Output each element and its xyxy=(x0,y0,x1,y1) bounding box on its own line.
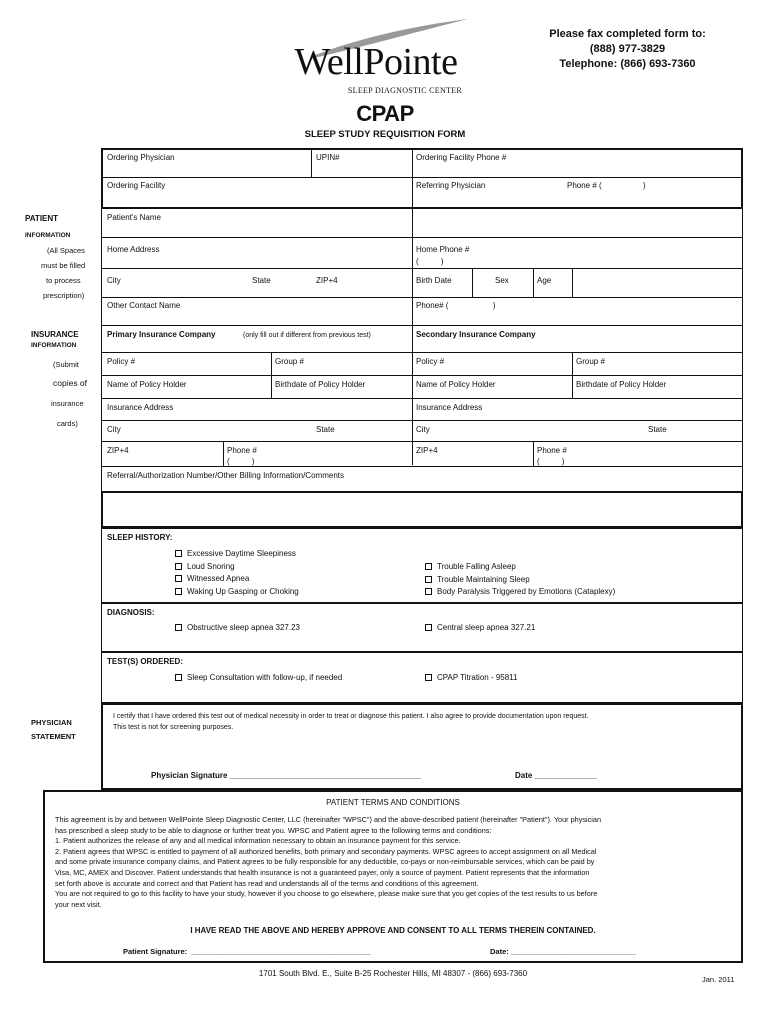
checkbox-icon[interactable] xyxy=(175,674,182,681)
physician-date-field[interactable]: Date ______________ xyxy=(515,771,597,780)
upin-field[interactable]: UPIN# xyxy=(316,153,340,162)
patient-side-note-4: prescription) xyxy=(43,291,85,300)
telephone-number: Telephone: (866) 693-7360 xyxy=(559,58,696,70)
secondary-insurance-city-field[interactable]: City xyxy=(416,425,430,434)
option-label: Waking Up Gasping or Choking xyxy=(187,586,299,596)
secondary-group-field[interactable]: Group # xyxy=(576,357,605,366)
patient-signature-field[interactable]: Patient Signature: ___________________________________________ xyxy=(123,947,371,956)
patient-side-note-1: (All Spaces xyxy=(47,246,85,255)
age-field[interactable]: Age xyxy=(537,276,552,285)
checkbox-loud-snoring[interactable] xyxy=(175,561,299,574)
insurance-side-note-1: (Submit xyxy=(53,360,79,369)
patient-side-note-3: to process xyxy=(46,276,81,285)
patient-side-note-2: must be filled xyxy=(41,261,86,270)
fax-number: (888) 977-3829 xyxy=(589,43,666,55)
insurance-side-note-2: copies of xyxy=(53,378,88,388)
primary-insurance-city-field[interactable]: City xyxy=(107,425,121,434)
checkbox-icon[interactable] xyxy=(175,624,182,631)
secondary-holder-dob-field[interactable]: Birthdate of Policy Holder xyxy=(576,380,667,389)
patient-city-field[interactable]: City xyxy=(107,276,121,285)
terms-line: You are not required to go to this facility to have your study, however if you choose to go elsewhere, please make sure that you get copies of the test results to us before xyxy=(55,889,598,899)
option-label: Trouble Maintaining Sleep xyxy=(437,574,530,584)
option-label: Loud Snoring xyxy=(187,561,235,571)
statement-side-label-1: PHYSICIAN xyxy=(31,718,72,727)
referring-physician-field[interactable]: Referring Physician xyxy=(416,181,486,190)
patient-side-labels xyxy=(25,211,105,303)
checkbox-icon[interactable] xyxy=(425,624,432,631)
fax-instruction: Please fax completed form to: xyxy=(549,28,706,40)
birth-date-field[interactable]: Birth Date xyxy=(416,276,452,285)
sleep-history-left-list xyxy=(175,548,299,598)
statement-text-2: This test is not for screening purposes. xyxy=(113,724,234,731)
patient-side-label-subtitle: INFORMATION xyxy=(25,232,71,239)
referring-phone-close: ) xyxy=(643,181,646,190)
footer-address: 1701 South Blvd. E., Suite B-25 Rochester Hills, MI 48307 - (866) 693-7360 xyxy=(258,969,528,978)
primary-insurance-address-field[interactable]: Insurance Address xyxy=(107,403,174,412)
primary-insurance-state-field[interactable]: State xyxy=(316,425,335,434)
checkbox-icon[interactable] xyxy=(175,588,182,595)
tests-heading: TEST(S) ORDERED: xyxy=(107,657,183,666)
secondary-insurance-state-field[interactable]: State xyxy=(648,425,667,434)
checkbox-icon[interactable] xyxy=(425,576,432,583)
fax-block xyxy=(520,27,735,72)
terms-heading: PATIENT TERMS AND CONDITIONS xyxy=(326,798,460,807)
option-label: Central sleep apnea 327.21 xyxy=(437,623,536,632)
insurance-side-labels xyxy=(31,330,111,428)
primary-group-field[interactable]: Group # xyxy=(275,357,304,366)
consent-statement: I HAVE READ THE ABOVE AND HEREBY APPROVE AND CONSENT TO ALL TERMS THEREIN CONTAINED. xyxy=(190,926,596,935)
secondary-insurance-phone-field[interactable]: Phone # xyxy=(537,446,567,455)
primary-policy-field[interactable]: Policy # xyxy=(107,357,136,366)
terms-line: has prescribed a sleep study to be able to diagnose or further treat you. WPSC and Patient agree to the following terms and conditions: xyxy=(55,825,492,835)
logo-wordmark: WellPointe xyxy=(294,41,458,83)
primary-insurance-zip-field[interactable]: ZIP+4 xyxy=(107,446,129,455)
checkbox-trouble-falling-asleep[interactable] xyxy=(425,561,615,574)
primary-insurance-phone-paren: ( ) xyxy=(227,457,255,466)
option-label: Sleep Consultation with follow-up, if needed xyxy=(187,673,343,682)
form-subtitle: SLEEP STUDY REQUISITION FORM xyxy=(304,129,466,140)
secondary-insurance-address-field[interactable]: Insurance Address xyxy=(416,403,483,412)
checkbox-waking-gasping[interactable] xyxy=(175,586,299,599)
checkbox-trouble-maintaining-sleep[interactable] xyxy=(425,574,615,587)
option-label: Obstructive sleep apnea 327.23 xyxy=(187,623,300,632)
sleep-history-heading: SLEEP HISTORY: xyxy=(107,533,173,542)
physician-signature-field[interactable]: Physician Signature ___________________________________________ xyxy=(151,771,422,780)
secondary-insurance-phone-paren: ( ) xyxy=(537,457,565,466)
checkbox-icon[interactable] xyxy=(175,550,182,557)
patient-date-field[interactable]: Date: ______________________________ xyxy=(490,947,636,956)
patient-side-label-title: PATIENT xyxy=(25,214,59,223)
terms-line: 1. Patient authorizes the release of any and all medical information necessary to obtain an insurance payment for this service. xyxy=(55,836,461,846)
terms-line: set forth above is accurate and correct and that Patient has read and understands all of the terms and conditions of this agreement. xyxy=(55,878,479,888)
checkbox-excessive-sleepiness[interactable] xyxy=(175,548,299,561)
secondary-insurance-field[interactable]: Secondary Insurance Company xyxy=(416,330,536,339)
terms-line: 2. Patient agrees that WPSC is entitled to payment of all authorized benefits, both primary and secondary payments. WPSC agrees to accept assignment on all Medical xyxy=(55,846,597,856)
terms-line: Visa, MC, AMEX and Discover. Patient understands that health insurance is not a guaranteed payer, only a source of payment. Patient represents that the information xyxy=(55,867,590,877)
option-label: Trouble Falling Asleep xyxy=(437,562,516,571)
ordering-physician-field[interactable]: Ordering Physician xyxy=(107,153,175,162)
primary-holder-dob-field[interactable]: Birthdate of Policy Holder xyxy=(275,380,366,389)
option-label: Body Paralysis Triggered by Emotions (Cataplexy) xyxy=(437,587,616,596)
referral-field[interactable]: Referral/Authorization Number/Other Billing Information/Comments xyxy=(107,471,344,480)
secondary-insurance-zip-field[interactable]: ZIP+4 xyxy=(416,446,438,455)
home-phone-field[interactable]: Home Phone # xyxy=(416,245,470,254)
secondary-holder-field[interactable]: Name of Policy Holder xyxy=(416,380,496,389)
checkbox-central-apnea[interactable] xyxy=(425,623,535,632)
insurance-side-note-3: insurance xyxy=(51,399,84,408)
secondary-policy-field[interactable]: Policy # xyxy=(416,357,445,366)
checkbox-witnessed-apnea[interactable] xyxy=(175,573,299,586)
checkbox-icon[interactable] xyxy=(425,563,432,570)
patient-zip-field[interactable]: ZIP+4 xyxy=(316,276,338,285)
comments-box[interactable] xyxy=(101,491,743,528)
patient-state-field[interactable]: State xyxy=(252,276,271,285)
checkbox-cataplexy[interactable] xyxy=(425,586,615,599)
primary-holder-field[interactable]: Name of Policy Holder xyxy=(107,380,187,389)
option-label: Witnessed Apnea xyxy=(187,574,250,583)
statement-side-labels xyxy=(31,716,76,744)
checkbox-icon[interactable] xyxy=(175,575,182,582)
patient-section xyxy=(101,209,102,325)
checkbox-sleep-consultation[interactable] xyxy=(175,673,342,682)
ordering-facility-field[interactable]: Ordering Facility xyxy=(107,181,166,190)
insurance-side-note-4: cards) xyxy=(57,419,78,428)
footer-date: Jan. 2011 xyxy=(702,975,735,984)
referring-phone-field[interactable]: Phone # ( xyxy=(567,181,602,190)
checkbox-icon[interactable] xyxy=(425,588,432,595)
primary-insurance-field[interactable]: Primary Insurance Company xyxy=(107,330,216,339)
home-address-field[interactable]: Home Address xyxy=(107,245,160,254)
statement-side-label-2: STATEMENT xyxy=(31,732,76,741)
option-label: Excessive Daytime Sleepiness xyxy=(187,549,296,558)
sex-field[interactable]: Sex xyxy=(495,276,509,285)
checkbox-icon[interactable] xyxy=(425,674,432,681)
form-title: CPAP xyxy=(356,101,414,126)
terms-line: your next visit. xyxy=(55,899,102,909)
checkbox-icon[interactable] xyxy=(175,563,182,570)
terms-body xyxy=(55,815,740,910)
diagnosis-heading: DIAGNOSIS: xyxy=(107,608,155,617)
checkbox-cpap-titration[interactable] xyxy=(425,673,518,682)
insurance-side-label-subtitle: INFORMATION xyxy=(31,342,77,349)
other-contact-field[interactable]: Other Contact Name xyxy=(107,301,181,310)
insurance-side-label-title: INSURANCE xyxy=(31,330,79,339)
statement-text-1: I certify that I have ordered this test out of medical necessity in order to treat or diagnose this patient. I also agree to provide documentation upon request. xyxy=(113,713,589,720)
primary-insurance-phone-field[interactable]: Phone # xyxy=(227,446,257,455)
logo-subtitle: SLEEP DIAGNOSTIC CENTER xyxy=(347,86,463,95)
sleep-history-right-list xyxy=(425,561,615,599)
option-label: CPAP Titration - 95811 xyxy=(437,673,518,682)
home-phone-paren: ( ) xyxy=(416,257,444,266)
other-contact-phone-field[interactable]: Phone# ( ) xyxy=(416,301,496,310)
ordering-facility-phone-field[interactable]: Ordering Facility Phone # xyxy=(416,153,507,162)
checkbox-obstructive-apnea[interactable] xyxy=(175,623,300,632)
terms-line: and some private insurance company claims, and Patient agrees to be fully responsible for any deductible, co-pays or non-reimbursable services, which can be paid by xyxy=(55,857,595,867)
terms-line: This agreement is by and between WellPointe Sleep Diagnostic Center, LLC (hereinafter "WPSC") and the above-described patient (hereinafter "Patient"). Your physician xyxy=(55,815,602,824)
primary-insurance-note: (only fill out if different from previous test) xyxy=(243,332,371,339)
patient-name-field[interactable]: Patient's Name xyxy=(107,213,161,222)
